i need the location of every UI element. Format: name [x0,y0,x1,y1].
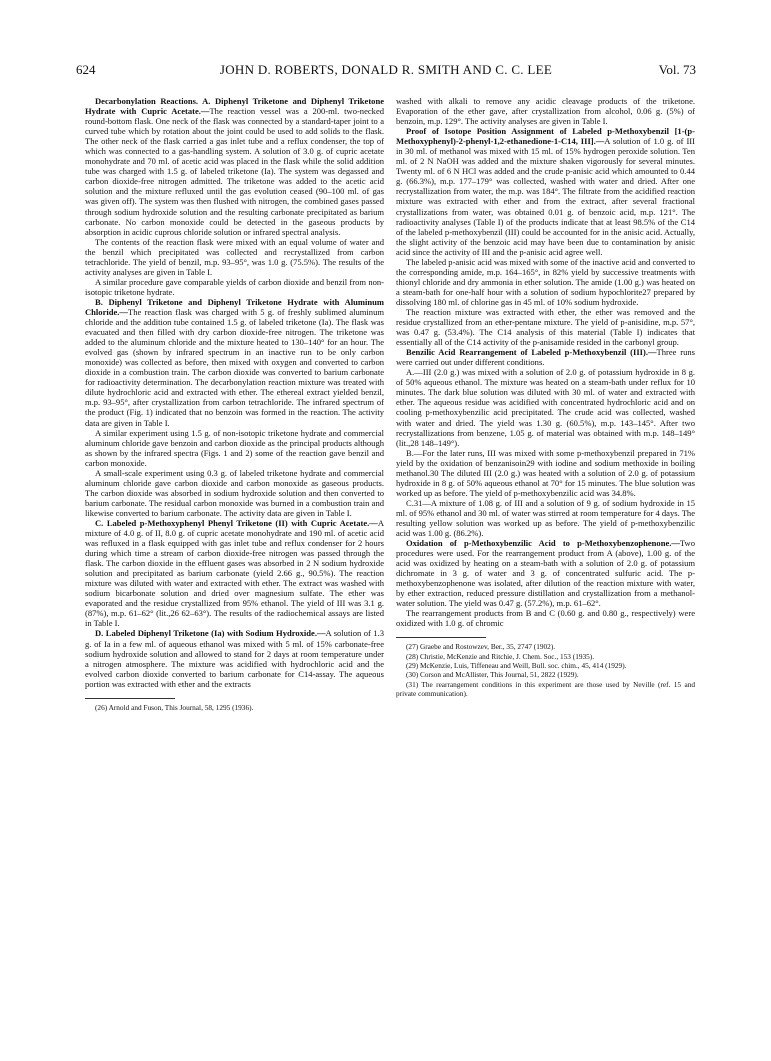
header-authors: JOHN D. ROBERTS, DONALD R. SMITH AND C. C. LEE [219,62,553,77]
paragraph-text: B.—For the later runs, III was mixed with some p-methoxybenzil prepared in 71% yield by the oxidation of benzanisoin29 with iodine and sodium methoxide in boiling methanol.30 The diluted III (2.0 g.) was heated with a solution of 2.0 g. of potassium hydroxide in 8 g. of 50% aqueous ethanol at 70° for 15 minutes. The blue solution was worked up as before. The yield of p-methoxybenzilic acid was 34.8%. [396,447,695,498]
paragraph-text: The reaction vessel was a 200-ml. two-necked round-bottom flask. One neck of the flask was connected by a standard-taper joint to a curved tube which by rotation about the joint could be used to add solids to the flask. The other neck of the flask carried a gas inlet tube and a reflux condenser, the top of which was connected to a gas-handling system. A solution of 3.0 g. of cupric acetate monohydrate and 70 ml. of acetic acid was placed in the flask while the solid addition tube was charged with 1.5 g. of labeled triketone (Ia). The system was degassed and carbon dioxide-free nitrogen admitted. The triketone was added to the acetic acid solution and the mixture refluxed until the gas evolution ceased (90–100 ml. of gas was given off). The system was then flushed with nitrogen, the combined gases passed through sodium hydroxide solution and the resulting carbonate precipitated as barium carbonate. No carbon monoxide could be detected in the gaseous products by absorption in acidic cuprous chloride solution or infrared spectral analysis. [85,106,385,237]
running-header [76,62,696,82]
paragraph-text: The rearrangement products from B and C (0.60 g. and 0.80 g., respectively) were oxidized with 1.0 g. of chromic [396,608,695,629]
paragraph [85,237,384,277]
paragraph-text: A solution of 1.0 g. of III in 30 ml. of methanol was mixed with 15 ml. of 15% hydrogen peroxide solution. Ten ml. of 2 N NaOH was added and the mixture shaken vigorously for several minutes. Twenty ml. of 6 N HCl was added and the crude p-anisic acid which amounted to 0.44 g. (66.3%), m.p. 177–179° was collected, washed with water and dried. After one recrystallization from water, the m.p. was 184°. The filtrate from the acidified reaction mixture was extracted with ether and from the extract, after several fractional crystallizations from water, was obtained 0.01 g. of benzoic acid, m.p. 121°. The radioactivity analyses (Table I) of the products indicate that at least 98.5% of the C14 of the labeled p-methoxybenzil (III) could be accounted for in the anisic acid. Actually, the slight activity of the benzoic acid may have been due to contamination by anisic acid since the activity of III and the p-anisic acid agree well. [396,136,696,257]
left-column-body [85,96,384,689]
paragraph [396,448,695,498]
paragraph [85,297,384,428]
paragraph-text: A similar experiment using 1.5 g. of non-isotopic triketone hydrate and commercial aluminum chloride gave benzoin and carbon dioxide as the principal products although as shown by the infrared spectra (Figs. 1 and 2) some of the reaction gave benzil and carbon monoxide. [85,427,384,468]
paragraph [396,347,695,367]
left-column [85,96,384,712]
volume-label: Vol. 73 [658,62,696,77]
section-heading: C. Labeled p-Methoxyphenyl Phenyl Triketone (II) with Cupric Acetate.— [95,517,378,528]
paragraph [396,126,695,257]
paragraph [85,468,384,518]
paragraph-text: A.—III (2.0 g.) was mixed with a solution of 2.0 g. of potassium hydroxide in 8 g. of 50% aqueous ethanol. The mixture was heated on a steam-bath under reflux for 10 minutes. The dark blue solution was diluted with 30 ml. of water and extracted with ether. The aqueous residue was acidified with concentrated hydrochloric acid and on cooling p-methoxybenzilic acid precipitated. The crude acid was collected, washed with water and dried. The yield was 1.30 g. (60.5%), m.p. 143–145°. After two recrystallizations from benzene, 1.05 g. of material was obtained with m.p. 148–149° (lit.,28 148–149°). [396,367,695,448]
paragraph [396,307,695,347]
paragraph-text: C.31—A mixture of 1.08 g. of III and a solution of 9 g. of sodium hydroxide in 15 ml. of 95% ethanol and 30 ml. of water was stirred at room temperature for 4 days. The resulting yellow solution was worked up as before. The yield of p-methoxybenzilic acid was 1.00 g. (86.2%). [396,497,695,539]
paragraph-text: A mixture of 4.0 g. of II, 8.0 g. of cupric acetate monohydrate and 190 ml. of acetic acid was refluxed in a flask equipped with gas inlet tube and reflux condenser for 2 hours during which time a stream of carbon dioxide-free nitrogen was passed through the flask. The carbon dioxide in the effluent gases was absorbed in 2 N sodium hydroxide solution and precipitated as barium carbonate (yield 2.66 g., 90.5%). The reaction mixture was diluted with water and extracted with ether. The extract was washed with sodium bicarbonate solution and dried over magnesium sulfate. The ether was evaporated and the residue crystallized from 95% ethanol. The yield of III was 3.1 g. (87%), m.p. 61–62° (lit.,26 62–63°). The results of the radiochemical assays are listed in Table I. [85,517,384,629]
paragraph-text: The reaction mixture was extracted with ether, the ether was removed and the residue crystallized from an ether-pentane mixture. The yield of p-anisidine, m.p. 57°, was 0.47 g. (53.4%). The C14 analysis of this material (Table I) indicates that essentially all of the C14 activity of the p-anisamide resided in the carbonyl group. [396,306,695,348]
footnote: (30) Corson and McAllister, This Journal, 51, 2822 (1929). [406,670,579,680]
section-heading: Decarbonylation Reactions. A. Diphenyl Triketone and Diphenyl Triketone Hydrate with Cupric Acetate.— [85,96,384,117]
paragraph-text: Two procedures were used. For the rearrangement product from A (above), 1.00 g. of the acid was oxidized by heating on a steam-bath with a solution of 2.0 g. of potassium dichromate in 3 g. of water and 3 g. of concentrated sulfuric acid. The p-methoxybenzophenone was isolated, after dilution of the reaction mixture with water, by ether extraction, reduced pressure distillation and crystallization from a methanol-water solution. The yield was 0.47 g. (57.2%), m.p. 61–62°. [396,538,695,609]
paragraph [396,608,695,628]
footnote: (31) The rearrangement conditions in this experiment are those used by Neville (ref. 15 and private communication). [396,679,695,698]
paragraph [396,96,695,126]
footnote: (26) Arnold and Fuson, This Journal, 58, 1295 (1936). [95,702,254,712]
right-column [396,96,695,698]
paragraph [396,498,695,538]
paragraph [85,518,384,629]
paragraph-text: The reaction flask was charged with 5 g. of freshly sublimed aluminum chloride and the addition tube contained 1.5 g. of labeled triketone (Ia). The flask was evacuated and then filled with dry carbon dioxide-free nitrogen. The triketone was added to the aluminum chloride and the mixture heated to 130–140° for an hour. The evolved gas (shown by infrared spectrum in an inactive run to be only carbon monoxide) was collected as before, then mixed with oxygen and converted to carbon dioxide in a combustion train. The carbon dioxide was converted to barium carbonate for radioactivity determination. The decarbonylation reaction mixture was treated with dilute hydrochloric acid and extracted with ether. The ethereal extract yielded benzil, m.p. 93–95°, after crystallization from carbon tetrachloride. The infrared spectrum of the product (Fig. 1) indicated that no benzoin was formed in the reaction. The activity data are given in Table I. [85,306,384,428]
footnote-separator [396,637,486,638]
paragraph-text: A solution of 1.3 g. of Ia in a few ml. of aqueous ethanol was mixed with 5 ml. of 15% carbonate-free sodium hydroxide solution and allowed to stand for 2 days at room temperature under a nitrogen atmosphere. The mixture was acidified with hydrochloric acid and the evolved carbon dioxide converted to barium carbonate for C14-assay. The aqueous portion was extracted with ether and the extracts [85,628,384,689]
page-number: 624 [76,62,96,77]
right-column-body [396,96,695,628]
paragraph-text: The contents of the reaction flask were mixed with an equal volume of water and the benzil which precipitated was collected and recrystallized from carbon tetrachloride. The yield of benzil, m.p. 93–95°, was 1.0 g. (75.5%). The results of the activity analyses are given in Table I. [85,236,384,277]
paragraph [85,428,384,468]
paragraph [396,257,695,307]
paragraph [85,96,384,237]
paragraph-text: washed with alkali to remove any acidic cleavage products of the triketone. Evaporation of the ether gave, after crystallization from alcohol, 0.06 g. (5%) of benzoin, m.p. 129°. The activity analyses are given in Table I. [396,96,695,127]
left-footnotes [85,703,384,712]
section-heading: B. Diphenyl Triketone and Diphenyl Triketone Hydrate with Aluminum Chloride.— [85,296,384,317]
footnote: (29) McKenzie, Luis, Tiffeneau and Weill, Bull. soc. chim., 45, 414 (1929). [406,661,627,671]
paragraph-text: A similar procedure gave comparable yields of carbon dioxide and benzil from non-isotopic triketone hydrate. [85,276,384,297]
footnote: (27) Graebe and Rostowzev, Ber., 35, 2747 (1902). [406,642,556,652]
paragraph [85,628,384,688]
section-heading: Oxidation of p-Methoxybenzilic Acid to p-Methoxybenzophenone.— [406,538,680,549]
paragraph [396,538,695,608]
footnote-separator [85,698,175,699]
paragraph-text: A small-scale experiment using 0.3 g. of labeled triketone hydrate and commercial aluminum chloride gave carbon dioxide and carbon monoxide as gaseous products. The carbon dioxide was absorbed in sodium hydroxide solution and then converted to barium carbonate. The residual carbon monoxide was burned in a combustion train and likewise converted to barium carbonate. The activity data are given in Table I. [85,467,384,518]
paragraph [396,367,695,447]
right-footnotes [396,642,695,698]
section-heading: D. Labeled Diphenyl Triketone (Ia) with Sodium Hydroxide.— [95,628,326,639]
footnote: (28) Christie, McKenzie and Ritchie, J. Chem. Soc., 153 (1935). [406,651,595,661]
paragraph-text: Three runs were carried out under different conditions. [396,347,695,368]
section-heading: Proof of Isotope Position Assignment of Labeled p-Methoxybenzil [1-(p-Methoxyphenyl)-2-phenyl-1,2-ethanedione-1-C14, III].— [396,126,695,147]
section-heading: Benzilic Acid Rearrangement of Labeled p-Methoxybenzil (III).— [406,347,657,358]
paragraph-text: The labeled p-anisic acid was mixed with some of the inactive acid and converted to the corresponding amide, m.p. 164–165°, in 82% yield by successive treatments with thionyl chloride and dry ammonia in ether solution. The amide (1.00 g.) was heated on a steam-bath for one-half hour with a solution of sodium hypochlorite27 prepared by dissolving 180 ml. of chlorine gas in 45 ml. of 10% sodium hydroxide. [396,256,695,307]
paragraph [85,277,384,297]
